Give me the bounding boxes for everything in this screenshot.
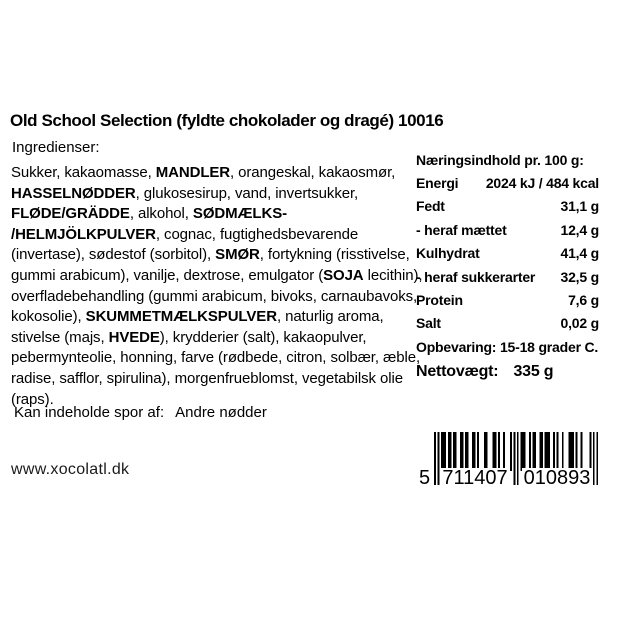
nutrition-row: Protein 7,6 g bbox=[416, 292, 599, 309]
nutrition-row: Energi 2024 kJ / 484 kcal bbox=[416, 175, 599, 191]
nutrition-table bbox=[416, 172, 599, 336]
net-weight bbox=[416, 360, 599, 384]
nutrition-row: - heraf sukkerarter 32,5 g bbox=[416, 268, 599, 285]
ingredients-line: kokosolie), SKUMMETMÆLKSPULVER, naturlig aroma, bbox=[11, 308, 384, 326]
nutrition-row: - heraf mættet 12,4 g bbox=[416, 221, 599, 238]
ingredients-line: FLØDE/GRÄDDE, alkohol, SØDMÆLKS- bbox=[11, 205, 288, 223]
traces-value: Andre nødder bbox=[175, 404, 267, 421]
nutrition-panel bbox=[416, 149, 599, 384]
ingredients-line: Sukker, kakaomasse, MANDLER, orangeskal, kakaosmør, bbox=[11, 164, 396, 181]
ingredients-heading: Ingredienser: bbox=[12, 139, 100, 156]
page-title: Old School Selection (fyldte chokolader og dragé) 10016 bbox=[10, 111, 444, 130]
ingredients-line: pebermynteolie, honning, farve (rødbede, citron, solbær, æble, bbox=[11, 349, 421, 367]
ingredients-line: stivelse (majs, HVEDE), krydderier (salt), kakaopulver, bbox=[11, 328, 367, 346]
barcode-digits-left-group: 711407 bbox=[440, 468, 510, 488]
allergen-traces bbox=[14, 404, 267, 421]
ingredients-line: gummi arabicum), vanilje, dextrose, emulgator (SOJA lecithin), bbox=[11, 266, 423, 284]
net-weight-label: Nettovægt: bbox=[416, 363, 499, 381]
ingredients-list bbox=[11, 163, 441, 410]
traces-label: Kan indeholde spor af: bbox=[14, 404, 165, 421]
ingredients-line: overfladebehandling (gummi arabicum, bivoks, carnaubavoks, bbox=[11, 287, 418, 305]
ingredients-line: radise, safflor, spirulina), morgenfrueblomst, vegetabilsk olie bbox=[11, 369, 403, 387]
barcode-digits-right-group: 010893 bbox=[523, 467, 591, 489]
net-weight-value: 335 g bbox=[513, 363, 554, 381]
website-url: www.xocolatl.dk bbox=[11, 461, 130, 478]
nutrition-heading: Næringsindhold pr. 100 g: bbox=[416, 152, 584, 168]
ingredients-line: (invertase), sødestof (sorbitol), SMØR, fortykning (risstivelse, bbox=[11, 246, 410, 264]
barcode bbox=[419, 432, 598, 492]
barcode-digit-first: 5 bbox=[419, 467, 431, 489]
nutrition-row: Kulhydrat 41,4 g bbox=[416, 245, 599, 262]
nutrition-row: Salt 0,02 g bbox=[416, 315, 599, 332]
ingredients-line: HASSELNØDDER, glukosesirup, vand, invertsukker, bbox=[11, 184, 359, 202]
storage-info: Opbevaring: 15-18 grader C. bbox=[416, 338, 599, 355]
ingredients-line: (raps). bbox=[11, 390, 54, 408]
ingredients-line: /HELMJÖLKPULVER, cognac, fugtighedsbevarende bbox=[11, 225, 359, 243]
nutrition-row: Fedt 31,1 g bbox=[416, 198, 599, 215]
